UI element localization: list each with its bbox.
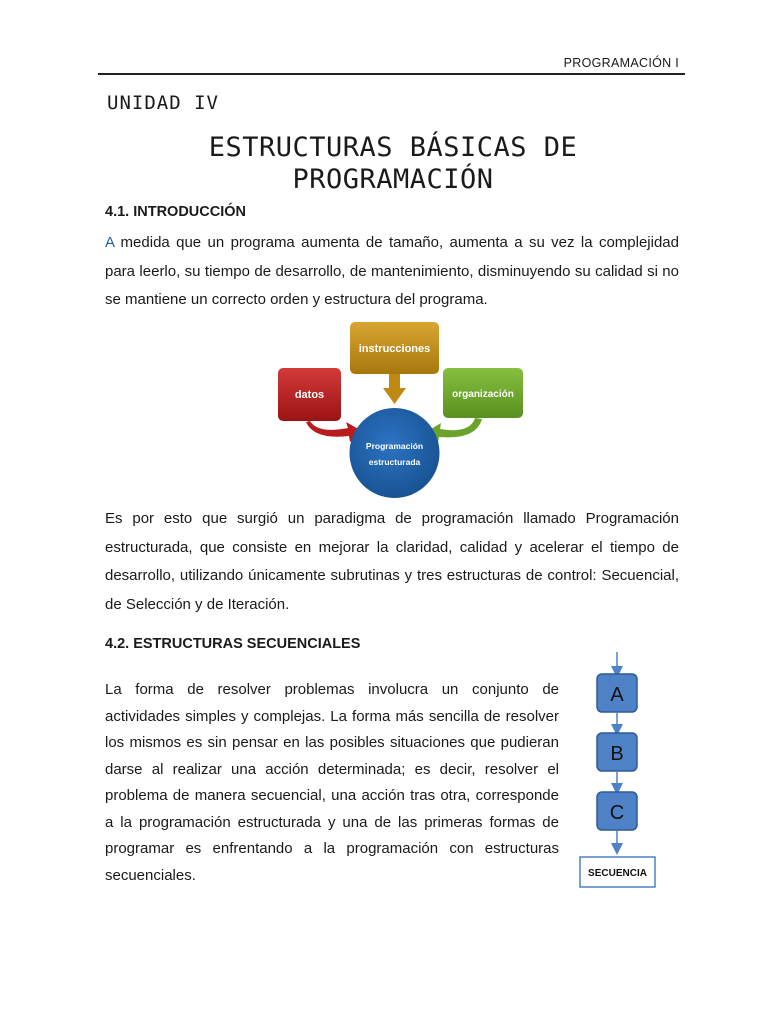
course-header: PROGRAMACIÓN I (563, 56, 679, 70)
step-a-label: A (610, 684, 624, 706)
structured-programming-circle (350, 408, 440, 498)
section-heading-secuenciales: 4.2. ESTRUCTURAS SECUENCIALES (105, 636, 361, 652)
sequential-paragraph: La forma de resolver problemas involucra un conjunto de actividades simples y complejas. La forma más sencilla de resolver los mismos es sin pensar en las posibles situaciones que pudieran darse al realizar una acción determinada; es decir, resolver el problema de manera secuencial, una acción tras otra, corresponde a la programación estructurada y una de las primeras formas de programar es enfrentando a la programación con estructuras secuenciales. (105, 681, 559, 884)
header-divider (98, 73, 685, 75)
intro-paragraph-text: medida que un programa aumenta de tamaño, aumenta a su vez la complejidad para leerlo, su tiempo de desarrollo, de mantenimiento, disminuyendo su calidad si no se mantiene un correcto orden y estructura del programa. (105, 234, 679, 308)
page-title: ESTRUCTURAS BÁSICAS DE PROGRAMACIÓN (208, 132, 578, 195)
instructions-label: instrucciones (358, 343, 431, 355)
drop-letter: A (105, 234, 115, 251)
organization-label: organización (452, 389, 514, 400)
intro-paragraph (105, 229, 679, 315)
down-arrow-icon (383, 374, 406, 404)
center-label-line1: Programación (365, 441, 424, 451)
section-heading-introduccion: 4.1. INTRODUCCIÓN (105, 204, 246, 220)
unit-label: UNIDAD IV (107, 92, 219, 114)
paradigm-paragraph: Es por esto que surgió un paradigma de programación llamado Programación estructurada, que consiste en mejorar la claridad, calidad y acelerar el tiempo de desarrollo, utilizando únicamente subrutinas y tres estructuras de control: Secuencial, de Selección y de Iteración. (105, 510, 679, 613)
data-label: datos (294, 389, 325, 401)
step-b-label: B (610, 743, 624, 765)
sequence-caption: SECUENCIA (588, 868, 647, 879)
step-c-label: C (609, 802, 625, 824)
structured-programming-diagram (270, 316, 530, 502)
sequence-diagram (566, 650, 666, 895)
center-label-line2: estructurada (368, 457, 421, 467)
